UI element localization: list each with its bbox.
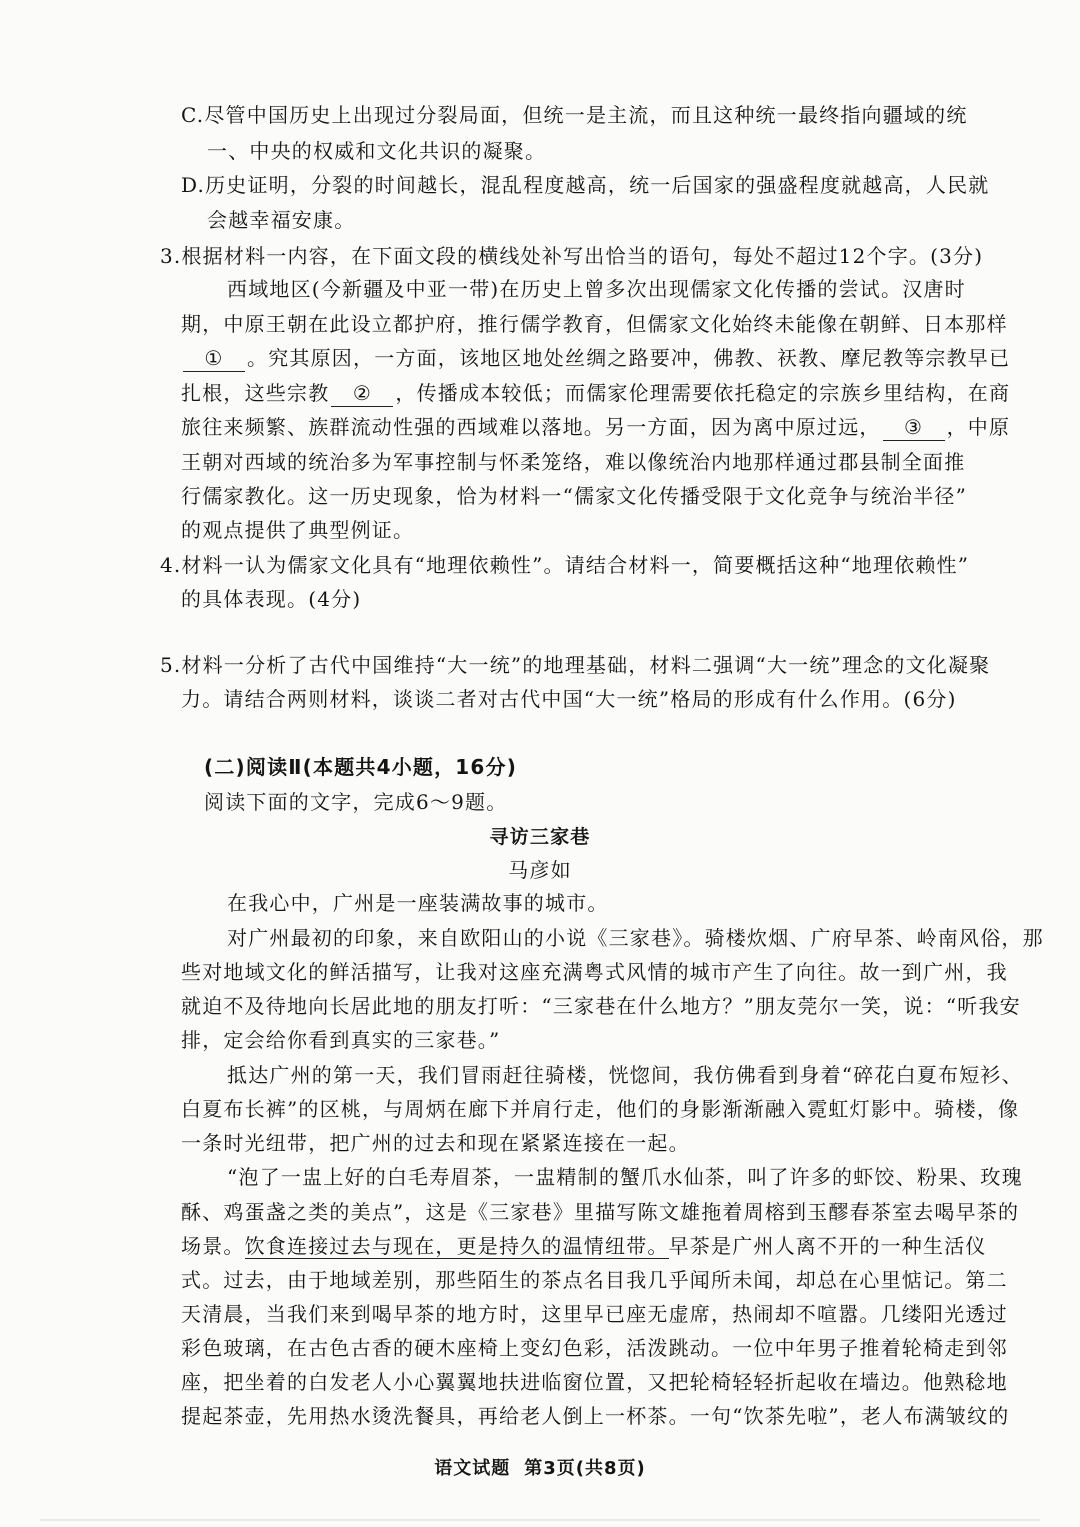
question-3-text-line7: 行儒家教化。这一历史现象，恰为材料一“儒家文化传播受限于文化竞争与统治半径” (181, 484, 968, 508)
question-3-text-line5 (181, 410, 1010, 444)
question-3-text-line3 (181, 341, 1010, 375)
article-p4-line8: 提起茶壶，先用热水烫洗餐具，再给老人倒上一杯茶。一句“饮茶先啦”，老人布满皱纹的 (181, 1404, 1010, 1428)
option-d-line2: 会越幸福安康。 (207, 208, 356, 232)
section-instruction: 阅读下面的文字，完成6～9题。 (204, 790, 508, 814)
question-3-text-line1: 西域地区(今新疆及中亚一带)在历史上曾多次出现儒家文化传播的尝试。汉唐时 (227, 277, 966, 301)
article-p2-line2: 些对地域文化的鲜活描写，让我对这座充满粤式风情的城市产生了向往。故一到广州，我 (181, 960, 1008, 984)
page-footer (0, 1452, 1080, 1486)
footer-subject: 语文试题 (434, 1458, 511, 1479)
question-3-text-line6: 王朝对西域的统治多为军事控制与怀柔笼络，难以像统治内地那样通过郡县制全面推 (181, 450, 966, 474)
article-author: 马彦如 (508, 858, 572, 882)
question-3-stem: 3.根据材料一内容，在下面文段的横线处补写出恰当的语句，每处不超过12个字。(3分) (160, 244, 984, 268)
answer-blank-3[interactable]: ③ (883, 414, 945, 441)
article-p4-line1: “泡了一盅上好的白毛寿眉茶，一盅精制的蟹爪水仙茶，叫了许多的虾饺、粉果、玫瑰 (227, 1165, 1023, 1189)
article-title: 寻访三家巷 (489, 826, 591, 848)
article-p4-line3 (181, 1229, 987, 1263)
question-4-line2: 的具体表现。(4分) (181, 587, 362, 611)
article-p4-line4: 式。过去，由于地域差别，那些陌生的茶点名目我几乎闻所未闻，却总在心里惦记。第二 (181, 1268, 1008, 1292)
article-p2-line4: 排，定会给你看到真实的三家巷。” (181, 1028, 501, 1052)
option-c-line1: C.尽管中国历史上出现过分裂局面，但统一是主流，而且这种统一最终指向疆域的统 (181, 103, 968, 127)
question-3-text-line4 (181, 376, 1010, 410)
article-p4-line3-start: 场景。 (181, 1234, 245, 1258)
question-5-line2: 力。请结合两则材料，谈谈二者对古代中国“大一统”格局的形成有什么作用。(6分) (181, 687, 957, 711)
article-p4-line3-end: 早茶是广州人离不开的一种生活仪 (668, 1234, 987, 1258)
underlined-sentence: 饮食连接过去与现在，更是持久的温情纽带。 (244, 1234, 669, 1258)
question-4-line1: 4.材料一认为儒家文化具有“地理依赖性”。请结合材料一，简要概括这种“地理依赖性” (160, 553, 970, 577)
question-3-text-line8: 的观点提供了典型例证。 (181, 518, 415, 542)
question-5-line1: 5.材料一分析了古代中国维持“大一统”的地理基础，材料二强调“大一统”理念的文化凝聚 (160, 653, 991, 677)
question-3-text-line3-rest: 。究其原因，一方面，该地区地处丝绸之路要冲，佛教、祆教、摩尼教等宗教早已 (247, 346, 1011, 370)
article-paragraph-1: 在我心中，广州是一座装满故事的城市。 (227, 891, 609, 915)
question-3-text-line4-start: 扎根，这些宗教 (181, 381, 330, 405)
answer-blank-1[interactable]: ① (183, 345, 245, 372)
option-c-line2: 一、中央的权威和文化共识的凝聚。 (207, 139, 547, 163)
article-p3-line1: 抵达广州的第一天，我们冒雨赶往骑楼，恍惚间，我仿佛看到身着“碎花白夏布短衫、 (227, 1063, 1023, 1087)
answer-blank-2[interactable]: ② (331, 380, 393, 407)
article-p4-line2: 酥、鸡蛋盏之类的美点”，这是《三家巷》里描写陈文雄拖着周榕到玉醪春茶室去喝早茶的 (181, 1200, 1020, 1224)
page-bottom-edge (40, 1519, 1040, 1521)
article-p4-line5: 天清晨，当我们来到喝早茶的地方时，这里早已座无虚席，热闹却不喧嚣。几缕阳光透过 (181, 1302, 1008, 1326)
article-p2-line1: 对广州最初的印象，来自欧阳山的小说《三家巷》。骑楼炊烟、广府早茶、岭南风俗，那 (227, 926, 1044, 950)
article-p3-line2: 白夏布长裤”的区桃，与周炳在廊下并肩行走，他们的身影渐渐融入霓虹灯影中。骑楼，像 (181, 1097, 1020, 1121)
question-3-text-line5-end: ，中原 (946, 415, 1011, 439)
article-p4-line7: 座，把坐着的白发老人小心翼翼地扶进临窗位置，又把轮椅轻轻折起收在墙边。他熟稔地 (181, 1370, 1008, 1394)
article-p2-line3: 就迫不及待地向长居此地的朋友打听：“三家巷在什么地方？”朋友莞尔一笑，说：“听我安 (181, 994, 1021, 1018)
article-p4-line6: 彩色玻璃，在古色古香的硬木座椅上变幻色彩，活泼跳动。一位中年男子推着轮椅走到邻 (181, 1336, 1008, 1360)
question-3-text-line4-end: ，传播成本较低；而儒家伦理需要依托稳定的宗族乡里结构，在商 (395, 381, 1011, 405)
question-3-text-line2: 期，中原王朝在此设立都护府，推行儒学教育，但儒家文化始终未能像在朝鲜、日本那样 (181, 312, 1008, 336)
section-heading: (二)阅读Ⅱ(本题共4小题，16分) (204, 755, 518, 779)
footer-page-number: 第3页(共8页) (524, 1458, 646, 1479)
question-3-text-line5-start: 旅往来频繁、族群流动性强的西域难以落地。另一方面，因为离中原过远， (181, 415, 881, 439)
option-d-line1: D.历史证明，分裂的时间越长，混乱程度越高，统一后国家的强盛程度就越高，人民就 (181, 173, 990, 197)
article-p3-line3: 一条时光纽带，把广州的过去和现在紧紧连接在一起。 (181, 1131, 690, 1155)
